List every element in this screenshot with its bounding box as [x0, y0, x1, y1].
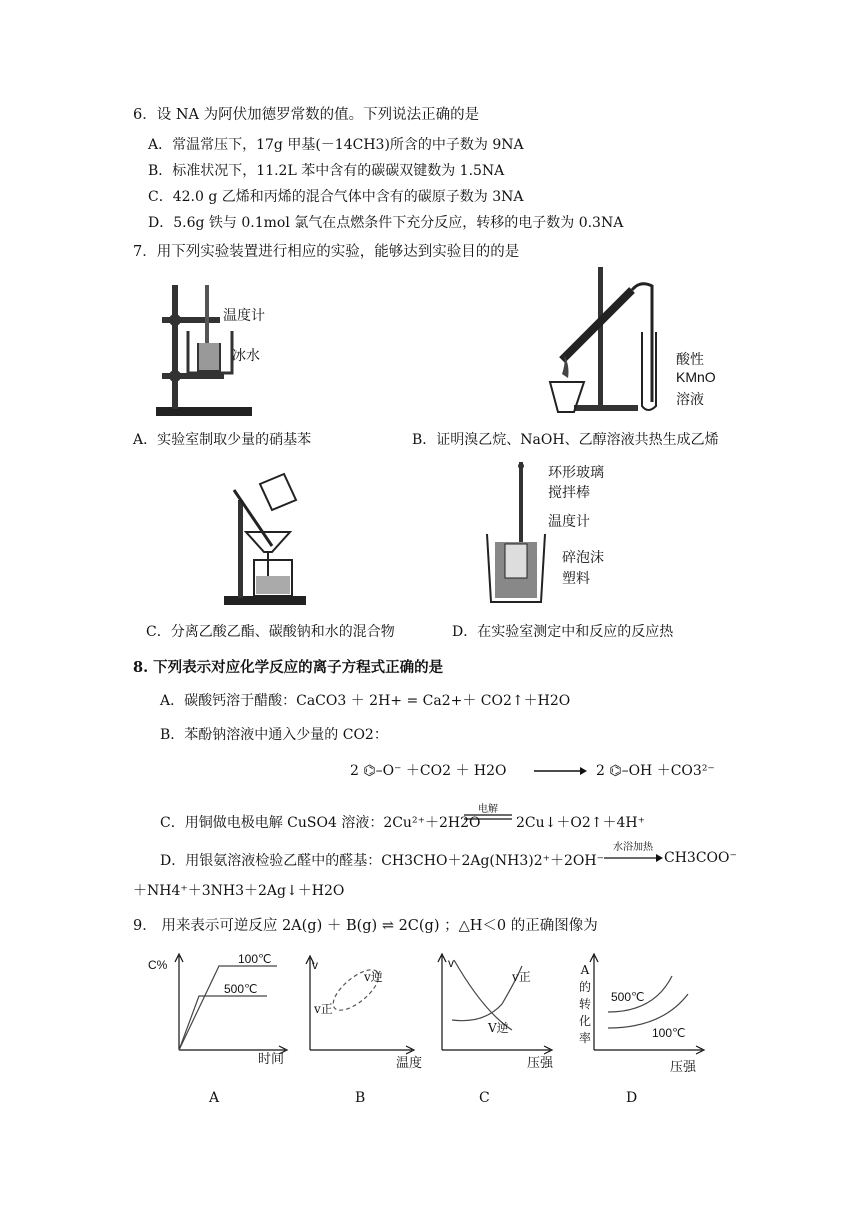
- graph-d-ylabel-2: 的: [578, 980, 591, 994]
- graph-d-ylabel-4: 化: [578, 1014, 591, 1028]
- q6-option-a: A．常温常压下，17g 甲基(－14CH3)所含的中子数为 9NA: [148, 137, 524, 153]
- graph-b-label: B: [355, 1090, 366, 1106]
- graph-a-label: A: [209, 1090, 220, 1106]
- q8-option-c-right: 2Cu↓＋O2↑＋4H⁺: [516, 815, 645, 831]
- q7-caption-b: B．证明溴乙烷、NaOH、乙醇溶液共热生成乙烯: [412, 432, 719, 448]
- graph-b-ylabel: v: [312, 958, 318, 972]
- reaction-arrow-d: [602, 852, 664, 864]
- label-ice-water: 冰水: [232, 348, 260, 364]
- label-thermometer-2: 温度计: [548, 514, 590, 530]
- label-foam-1: 碎泡沫: [562, 550, 604, 566]
- graph-c-ylabel: v: [448, 956, 454, 970]
- q8-d-condition: 水浴加热: [613, 842, 653, 853]
- q8-option-b: B．苯酚钠溶液中通入少量的 CO2：: [160, 727, 388, 743]
- q6-stem: 6．设 NA 为阿伏加德罗常数的值。下列说法正确的是: [133, 107, 480, 123]
- graph-d-label: D: [626, 1090, 638, 1106]
- label-thermometer: 温度计: [223, 308, 265, 324]
- q6-option-c: C．42.0 g 乙烯和丙烯的混合气体中含有的碳原子数为 3NA: [148, 189, 524, 205]
- label-acidic: 酸性: [676, 352, 704, 368]
- graph-d-label-500: 500℃: [611, 990, 645, 1004]
- graph-c-xlabel: 压强: [527, 1056, 554, 1071]
- label-stir-rod: 搅拌棒: [548, 485, 590, 501]
- q8-option-a: A．碳酸钙溶于醋酸：CaCO3 ＋ 2H+ = Ca2+＋ CO2↑＋H2O: [160, 693, 571, 709]
- graph-c-label: C: [479, 1090, 490, 1106]
- graph-a-label-500: 500℃: [224, 982, 258, 996]
- q7-stem: 7．用下列实验装置进行相应的实验，能够达到实验目的的是: [133, 244, 520, 260]
- q6-option-d: D．5.6g 铁与 0.1mol 氯气在点燃条件下充分反应，转移的电子数为 0.3NA: [148, 215, 624, 231]
- graph-b-label-reverse: v逆: [364, 970, 383, 984]
- graph-a-label-100: 100℃: [238, 952, 272, 966]
- q8-stem: 8. 下列表示对应化学反应的离子方程式正确的是: [133, 659, 444, 676]
- graph-b-xlabel: 温度: [396, 1056, 423, 1071]
- q8-c-condition: 电解: [478, 804, 498, 815]
- graph-d-ylabel-1: A: [580, 963, 590, 977]
- graph-d-xlabel: 压强: [670, 1060, 697, 1075]
- q8-b-equation-right: 2 ⌬–OH ＋CO3²⁻: [596, 763, 715, 779]
- graph-a-xlabel: 时间: [258, 1052, 285, 1067]
- q8-option-d-continuation: ＋NH4⁺＋3NH3＋2Ag↓＋H2O: [133, 883, 345, 899]
- q8-b-equation-left: 2 ⌬–O⁻ ＋CO2 ＋ H2O: [350, 763, 507, 779]
- figure-separation-apparatus: [220, 460, 310, 610]
- figure-ethylene-apparatus: [540, 262, 670, 420]
- label-ring-glass: 环形玻璃: [548, 465, 604, 481]
- reaction-arrow: [532, 764, 588, 778]
- q7-caption-c: C．分离乙酸乙酯、碳酸钠和水的混合物: [146, 624, 395, 640]
- graph-d-label-100: 100℃: [652, 1026, 686, 1040]
- q8-option-c-left: C．用铜做电极电解 CuSO4 溶液：2Cu²⁺＋2H2O: [160, 815, 481, 831]
- label-kmno: KMnO: [676, 369, 716, 385]
- graph-d-ylabel-5: 率: [578, 1031, 591, 1045]
- label-solution: 溶液: [676, 392, 704, 408]
- graph-d-ylabel-3: 转: [578, 997, 591, 1011]
- q8-option-d-right: CH3COO⁻: [664, 850, 737, 866]
- graph-d-ylabel: [578, 962, 592, 1047]
- equals-sign: [462, 813, 514, 821]
- q9-stem: 9． 用来表示可逆反应 2A(g) ＋ B(g) ⇌ 2C(g) ；△H＜0 的正确图像为: [133, 918, 598, 934]
- figure-calorimeter: [485, 460, 547, 608]
- graph-d: [584, 950, 712, 1070]
- q7-caption-d: D．在实验室测定中和反应的反应热: [452, 624, 674, 640]
- graph-a-ylabel: C%: [148, 958, 168, 972]
- q7-caption-a: A．实验室制取少量的硝基苯: [133, 432, 312, 448]
- graph-c-label-reverse: V逆: [488, 1021, 509, 1035]
- graph-b-label-forward: v正: [314, 1002, 333, 1016]
- label-foam-2: 塑料: [562, 571, 590, 587]
- q8-option-d-left: D．用银氨溶液检验乙醛中的醛基：CH3CHO＋2Ag(NH3)2⁺＋2OH⁻: [160, 853, 604, 869]
- graph-c-label-forward: v正: [512, 970, 531, 984]
- q6-option-b: B．标准状况下，11.2L 苯中含有的碳碳双键数为 1.5NA: [148, 163, 505, 179]
